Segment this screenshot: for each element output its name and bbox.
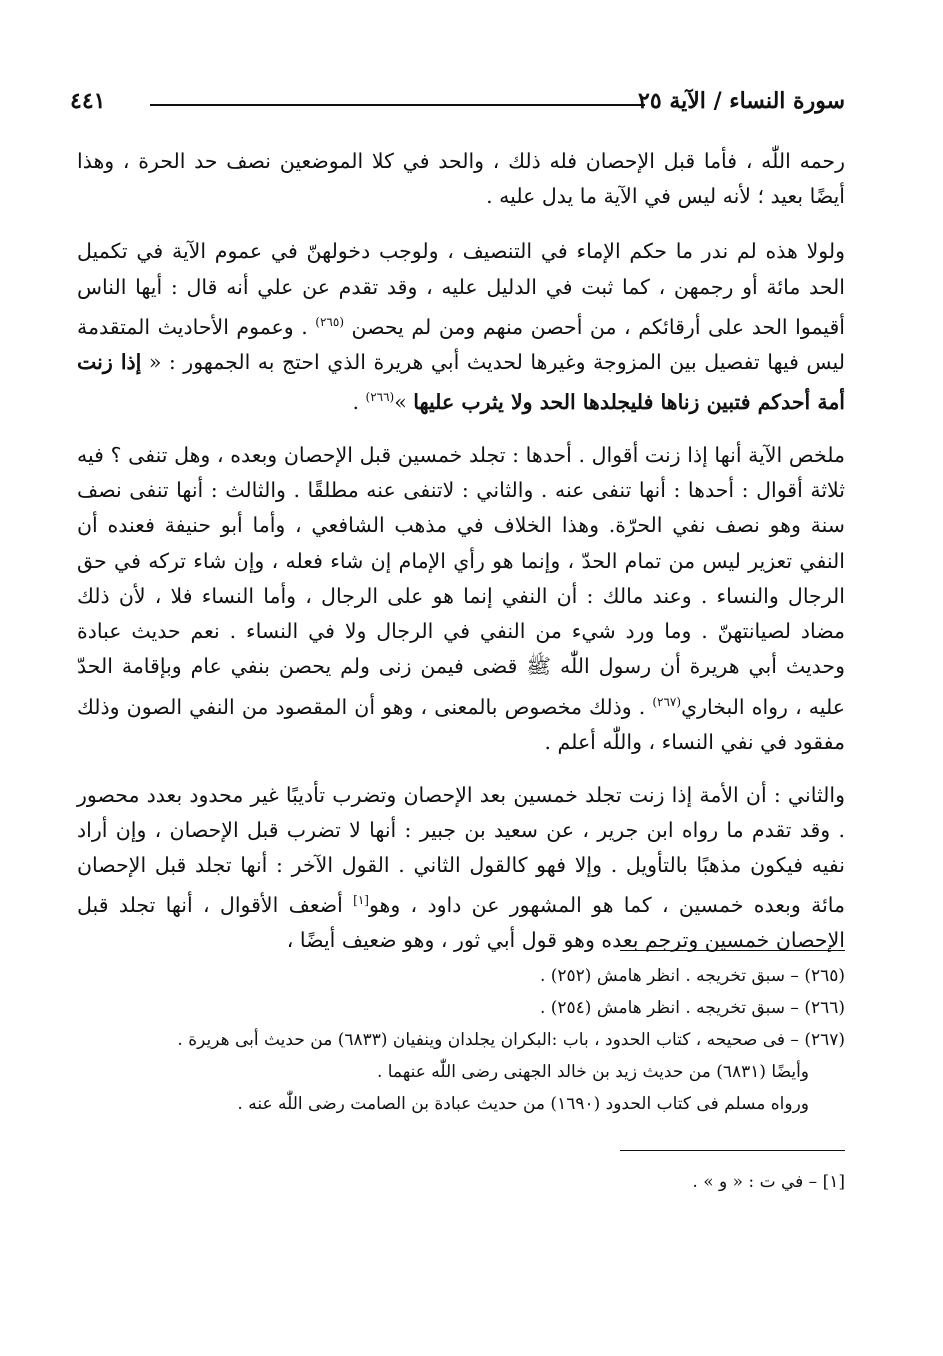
page-number: ٤٤١ [70, 88, 106, 114]
footnote-ref-267[interactable]: (٢٦٧) [652, 694, 682, 709]
surah-title: سورة النساء / الآية ٢٥ [638, 88, 845, 114]
paragraph-4-text-b: أضعف الأقوال ، أنها تجلد قبل الإحصان خمسين وترجم بعده وهو قول أبي ثور ، وهو ضعيف أيضًا ، [77, 893, 845, 953]
page-header [70, 88, 845, 122]
footnote-ref-265[interactable]: (٢٦٥) [315, 314, 344, 329]
paragraph-1-text: رحمه اللّٰه ، فأما قبل الإحصان فله ذلك ، والحد في كلا الموضعين نصف حد الحرة ، وهذا أيضًا بعيد ؛ لأنه ليس في الآية ما يدل عليه . [77, 149, 845, 209]
paragraph-2-text-b: . وعموم الأحاديث المتقدمة ليس فيها تفصيل بين المزوجة وغيرها لحديث أبي هريرة الذي احتج به الجمهور : « [77, 314, 845, 374]
footnote-267-continued: وأيضًا (٦٨٣١) من حديث زيد بن خالد الجهنى رضى اللّٰه عنهما . [376, 1062, 809, 1082]
footnote-ref-266[interactable]: (٢٦٦) [365, 390, 395, 405]
hadith-quote: إذا زنت أمة أحدكم فتبين زناها فليجلدها الحد ولا يثرب عليها [77, 349, 845, 414]
editor-notes [77, 1166, 845, 1198]
header-rule [150, 104, 645, 106]
paragraph-2-text-a: ولولا هذه لم ندر ما حكم الإماء في التنصيف ، ولوجب دخولهنّ في عموم الآية في تكميل الحد مائة أو رجمهن ، كما ثبت في الدليل عليه ، وقد تقدم عن علي أنه قال : أيها الناس أقيموا الحد على أرقائكم ، من أحصن منهم ومن لم يحصن [77, 239, 845, 339]
footnotes [77, 960, 845, 1120]
footnote-265: (٢٦٥) – سبق تخريجه . انظر هامش (٢٥٢) . [539, 966, 845, 986]
paragraph-2 [77, 234, 845, 420]
footnote-267: (٢٦٧) – فى صحيحه ، كتاب الحدود ، باب :البكران يجلدان وينفيان (٦٨٣٣) من حديث أبى هريرة . [177, 1030, 845, 1050]
paragraph-3 [77, 438, 845, 760]
note-1: [١] – في ت : « و » . [692, 1172, 845, 1192]
paragraph-3-text-a: ملخص الآية أنها إذا زنت أقوال . أحدها : تجلد خمسين قبل الإحصان وبعده ، وهل تنفى ؟ فيه ثلاثة أقوال : أحدها : أنها تنفى عنه . والثاني : لاتنفى عنه مطلقًا . والثالث : أنها تنفى نصف سنة وهو نصف نفي الحرّة. وهذا الخلاف في مذهب الشافعي ، وأما أبو حنيفة فعنده أن النفي تعزير ليس من تمام الحدّ ، وإنما هو رأي الإمام إن شاء فعله ، وإن شاء تركه في حق الرجال والنساء . وعند مالك : أن النفي إنما هو على الرجال ، وأما النساء فلا ، لأن ذلك مضاد لصيانتهنّ . وما ورد شيء من النفي في الرجال ولا في النساء . نعم حديث عبادة وحديث أبي هريرة أن رسول اللّٰه ﷺ قضى فيمن زنى ولم يحصن بنفي عام وبإقامة الحدّ عليه ، رواه البخاري [77, 443, 845, 719]
main-text [77, 144, 845, 977]
paragraph-4-text-a: والثاني : أن الأمة إذا زنت تجلد خمسين بعد الإحصان وتضرب تأديبًا غير محدود بعدد محصور . وقد تقدم ما رواه ابن جرير ، عن سعيد بن جبير : أنها لا تضرب قبل الإحصان ، وإن أراد نفيه فيكون مذهبًا بالتأويل . وإلا فهو كالقول الثاني . القول الآخر : أنها تجلد قبل الإحصان مائة وبعده خمسين ، كما هو المشهور عن داود ، وهو [77, 782, 846, 918]
paragraph-2-text-d: . [352, 389, 366, 414]
footnote-266: (٢٦٦) – سبق تخريجه . انظر هامش (٢٥٤) . [539, 998, 845, 1018]
paragraph-4 [77, 778, 845, 959]
footnote-267-continued-2: ورواه مسلم فى كتاب الحدود (١٦٩٠) من حديث عبادة بن الصامت رضى اللّٰه عنه . [237, 1094, 809, 1114]
paragraph-2-text-c: » [394, 389, 414, 414]
note-separator [620, 1150, 845, 1151]
note-ref-1[interactable]: [١] [353, 893, 369, 908]
paragraph-3-text-b: . وذلك مخصوص بالمعنى ، وهو أن المقصود من النفي الصون وذلك مفقود في نفي النساء ، واللّٰه أعلم . [77, 694, 845, 754]
footnote-separator [620, 950, 845, 951]
paragraph-1 [77, 144, 845, 214]
